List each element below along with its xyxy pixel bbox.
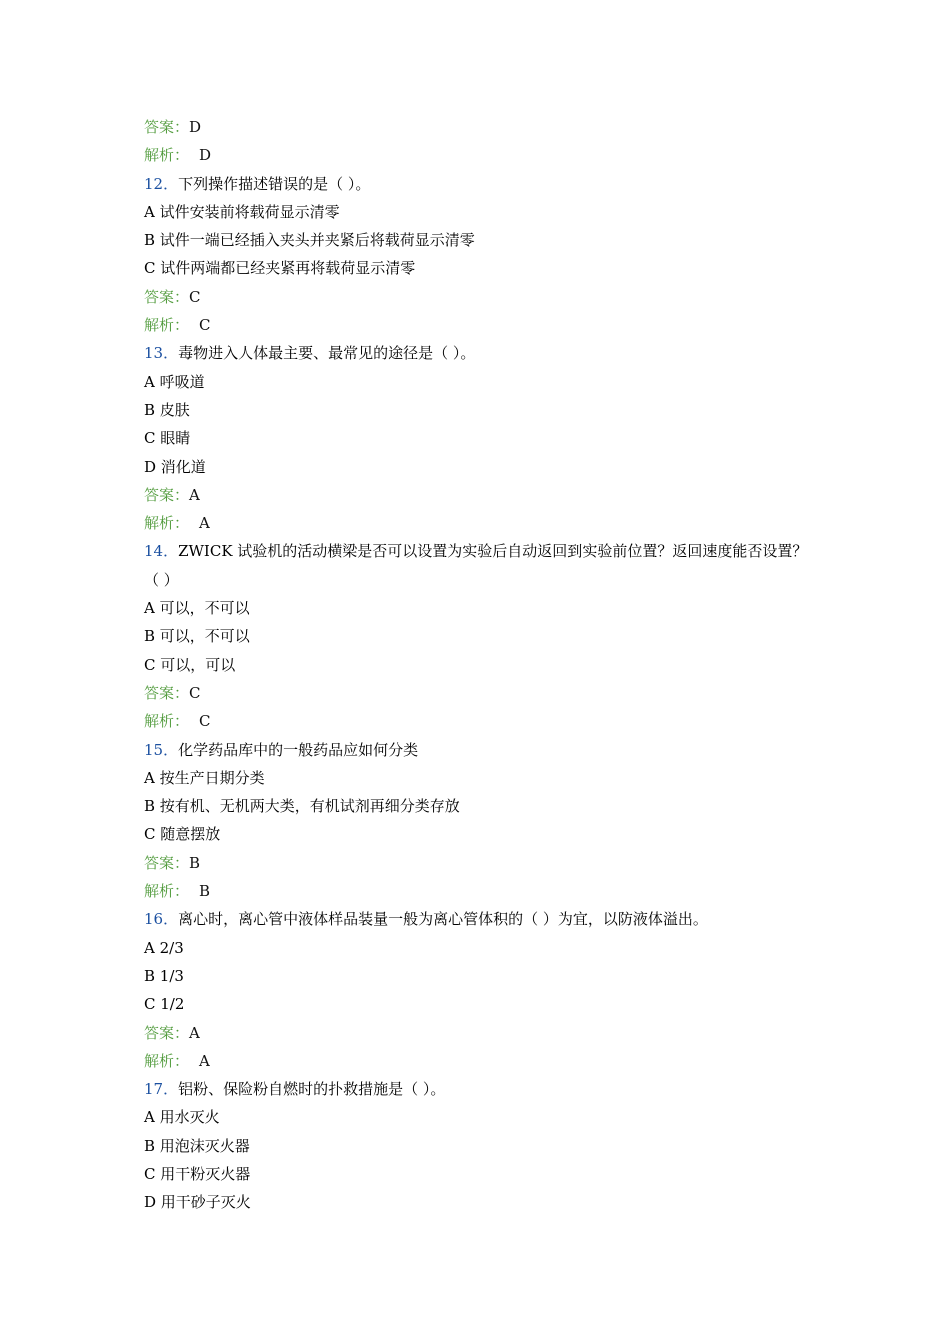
question-16: 16．离心时，离心管中液体样品装量一般为离心管体积的（ ）为宜，以防液体溢出。 bbox=[144, 910, 708, 929]
question-17: 17．铝粉、保险粉自燃时的扑救措施是（ ）。 bbox=[144, 1080, 446, 1099]
option-line: B 可以，不可以 bbox=[144, 627, 250, 646]
answer-line: 答案：C bbox=[144, 683, 201, 702]
option-line: C 可以，可以 bbox=[144, 655, 236, 674]
option-line: B 按有机、无机两大类，有机试剂再细分类存放 bbox=[144, 797, 460, 816]
option-line: A 2/3 bbox=[144, 938, 184, 957]
option-line: C 随意摆放 bbox=[144, 825, 221, 844]
question-12: 12．下列操作描述错误的是（ ）。 bbox=[144, 174, 371, 193]
option-line: A 试件安装前将载荷显示清零 bbox=[144, 202, 340, 221]
option-line: A 用水灭火 bbox=[144, 1108, 220, 1127]
answer-line: 答案：A bbox=[144, 1023, 200, 1042]
option-line: A 可以，不可以 bbox=[144, 599, 250, 618]
option-line: B 试件一端已经插入夹头并夹紧后将载荷显示清零 bbox=[144, 231, 475, 250]
answer-line: 答案：C bbox=[144, 287, 201, 306]
answer-line: 答案：A bbox=[144, 485, 200, 504]
option-line: C 眼睛 bbox=[144, 429, 191, 448]
question-13: 13．毒物进入人体最主要、最常见的途径是（ ）。 bbox=[144, 344, 476, 363]
analysis-line: 解析： C bbox=[144, 316, 211, 335]
question-15: 15．化学药品库中的一般药品应如何分类 bbox=[144, 740, 419, 759]
analysis-line: 解析： D bbox=[144, 146, 212, 165]
option-line: D 消化道 bbox=[144, 457, 206, 476]
analysis-line: 解析： A bbox=[144, 514, 210, 533]
option-line: A 按生产日期分类 bbox=[144, 768, 265, 787]
answer-line: 答案：B bbox=[144, 853, 201, 872]
document-page bbox=[144, 113, 816, 1217]
option-line: C 试件两端都已经夹紧再将载荷显示清零 bbox=[144, 259, 416, 278]
option-line: B 1/3 bbox=[144, 966, 184, 985]
option-line: C 用干粉灭火器 bbox=[144, 1164, 251, 1183]
option-line: B 皮肤 bbox=[144, 400, 190, 419]
question-14: 14．ZWICK 试验机的活动横梁是否可以设置为实验后自动返回到实验前位置？返回速度能否设置？（ ） bbox=[144, 542, 808, 589]
option-line: A 呼吸道 bbox=[144, 372, 205, 391]
option-line: D 用干砂子灭火 bbox=[144, 1193, 251, 1212]
analysis-line: 解析： B bbox=[144, 882, 211, 901]
answer-line: 答案：D bbox=[144, 118, 202, 136]
option-line: B 用泡沫灭火器 bbox=[144, 1136, 250, 1155]
analysis-line: 解析： A bbox=[144, 1051, 210, 1070]
option-line: C 1/2 bbox=[144, 995, 185, 1014]
analysis-line: 解析： C bbox=[144, 712, 211, 731]
